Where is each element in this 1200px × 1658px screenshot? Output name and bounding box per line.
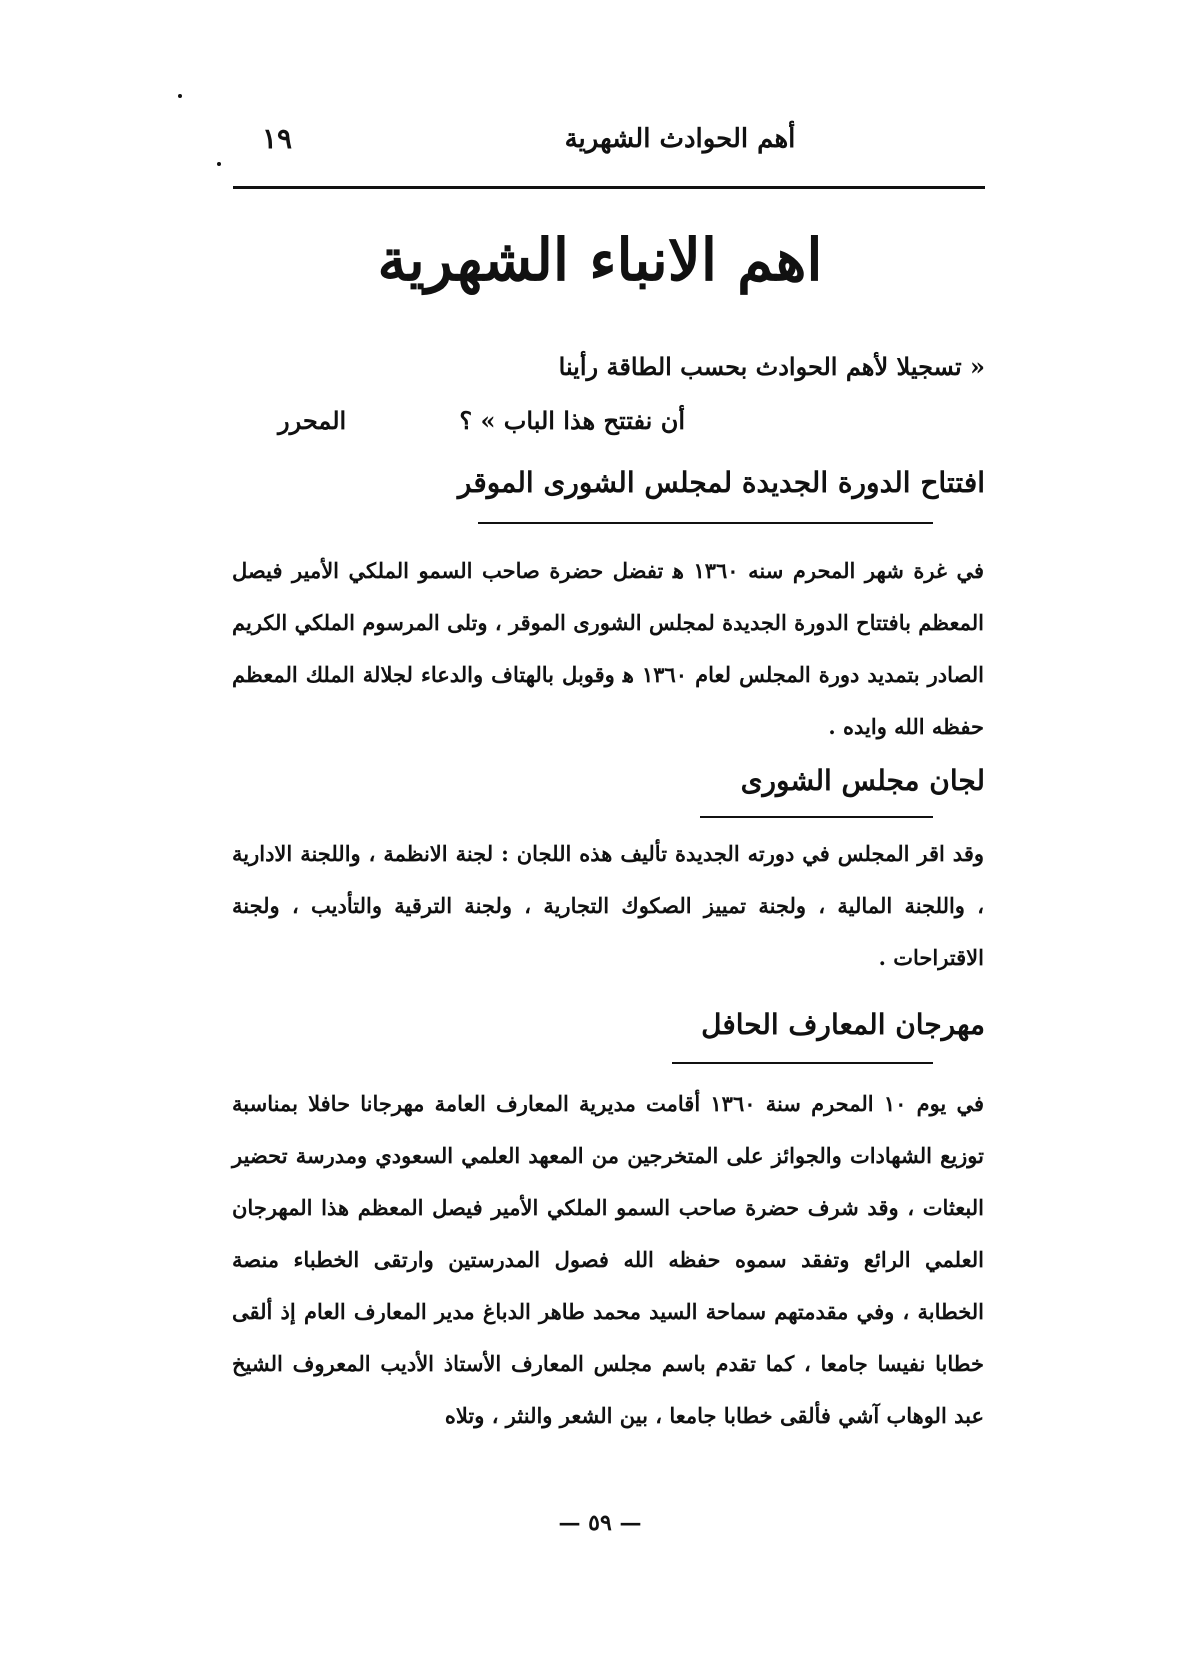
section-paragraph: في يوم ١٠ المحرم سنة ١٣٦٠ أقامت مديرية المعارف العامة مهرجانا حافلا بمناسبة توزيع الشهادات والجوائز على المتخرجين من المعهد العلمي السعودي ومدرسة تحضير البعثات ، وقد شرف حضرة صاحب السمو الملكي الأمير فيصل المعظم هذا المهرجان العلمي الرائع وتفقد سموه حفظه الله فصول المدرستين وارتقى الخطباء منصة الخطابة ، وفي مقدمتهم سماحة السيد محمد طاهر الدباغ مدير المعارف العام إذ ألقى خطابا نفيسا جامعا ، كما تقدم باسم مجلس المعارف الأستاذ الأديب المعروف الشيخ عبد الوهاب آشي فألقى خطابا جامعا ، بين الشعر والنثر ، وتلاه [232, 1091, 984, 1428]
scan-speck [178, 94, 182, 98]
page-number-bottom: — ٥٩ — [558, 1510, 642, 1536]
epigraph-line-1: « تسجيلا لأهم الحوادث بحسب الطاقة رأينا [558, 352, 985, 381]
running-header [240, 118, 985, 168]
section-paragraph: وقد اقر المجلس في دورته الجديدة تأليف هذه اللجان : لجنة الانظمة ، واللجنة الادارية ، واللجنة المالية ، ولجنة تمييز الصكوك التجارية ، ولجنة الترقية والتأديب ، ولجنة الاقتراحات . [232, 841, 984, 970]
section-heading: لجان مجلس الشورى [740, 764, 985, 797]
section-rule [700, 816, 933, 818]
section-paragraph: في غرة شهر المحرم سنه ١٣٦٠ ﻫ تفضل حضرة صاحب السمو الملكي الأمير فيصل المعظم بافتتاح الدورة الجديدة لمجلس الشورى الموقر ، وتلى المرسوم الملكي الكريم الصادر بتمديد دورة المجلس لعام ١٣٦٠ ﻫ وقوبل بالهتاف والدعاء لجلالة الملك المعظم حفظه الله وايده . [232, 558, 984, 739]
epigraph-line-2: أن نفتتح هذا الباب » ؟ [459, 406, 685, 435]
epigraph-author: المحرر [278, 406, 347, 435]
section-heading: مهرجان المعارف الحافل [701, 1008, 985, 1041]
running-title: أهم الحوادث الشهرية [564, 124, 796, 154]
header-rule [233, 186, 985, 189]
scan-speck [217, 162, 221, 166]
page-number-top: ١٩ [262, 122, 293, 155]
section-rule [478, 522, 933, 524]
section-rule [672, 1062, 933, 1064]
section-heading: افتتاح الدورة الجديدة لمجلس الشورى الموقر [457, 466, 985, 499]
main-title: اهم الانباء الشهرية [377, 226, 823, 294]
